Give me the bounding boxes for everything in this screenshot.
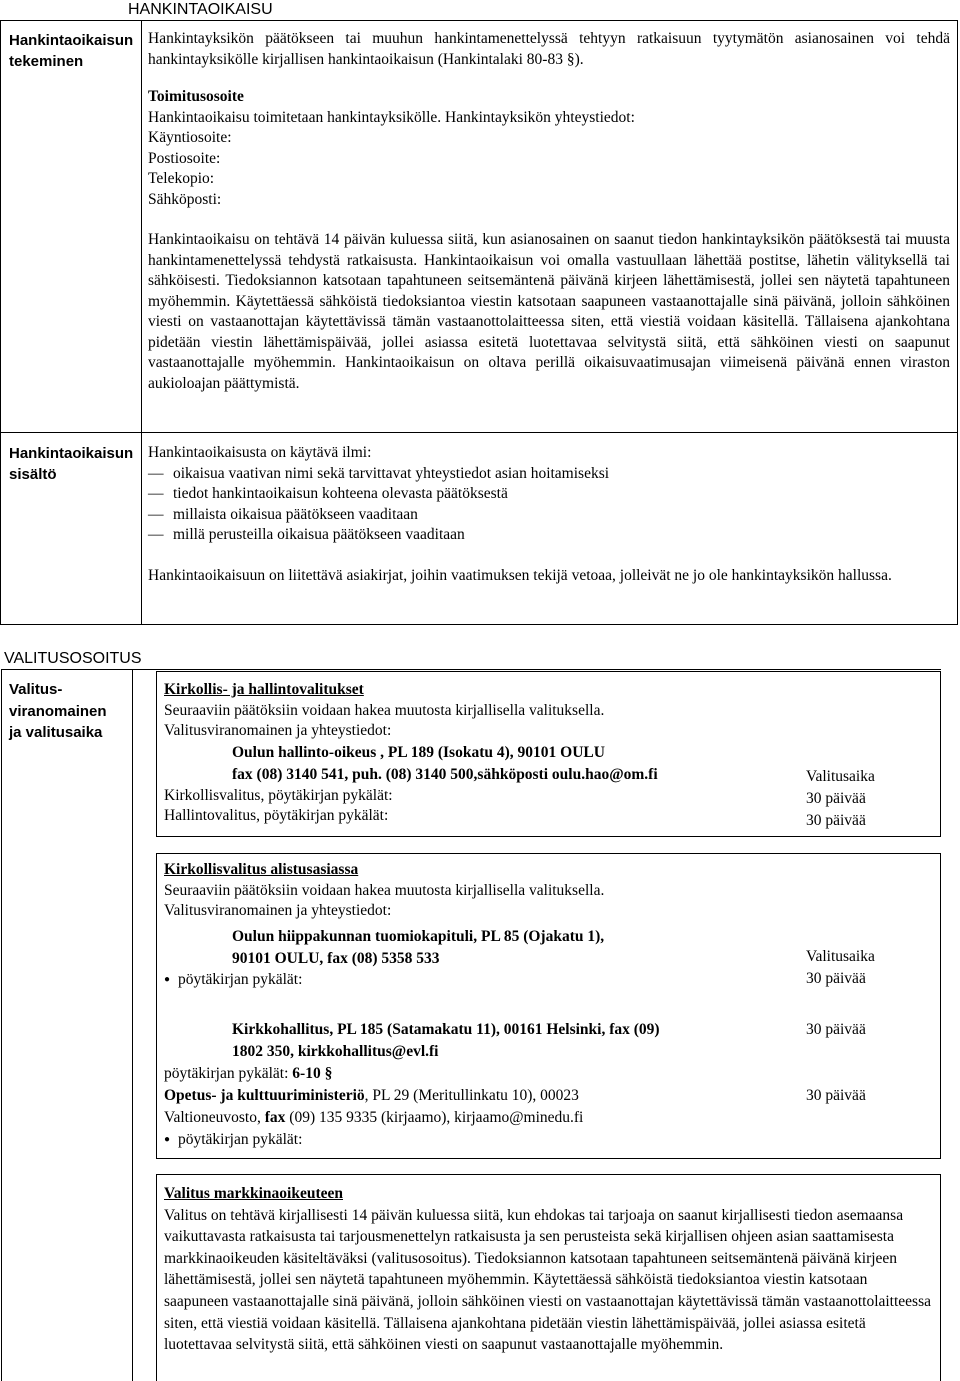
section1-time-header: Valitusaika (806, 768, 875, 785)
contact-label-sahkoposti: Sähköposti: (148, 190, 222, 208)
hankintaoikaisu-intro: Hankintayksikön päätökseen tai muuhun hankintamenettelyssä tehtyyn ratkaisuun tyytymätön asianosainen voi tehdä hankintayksikölle kirjallisen hankintaoikaisun (Hankintalaki 80-83 §). (148, 30, 950, 68)
section2-border-left (156, 853, 157, 1159)
section1-authority-line2: fax (08) 3140 541, puh. (08) 3140 500,sähköposti oulu.hao@om.fi (232, 765, 658, 783)
table1-row-divider (0, 432, 958, 433)
hankintaoikaisu-deadline-text: Hankintaoikaisu on tehtävä 14 päivän kuluessa siitä, kun asianosainen on saanut tiedon hankintayksikön päätöksestä tai muusta hankintamenettelyssä tehdystä ratkaisusta. Hankintaoikaisun voi omalla vastuullaan lähettää postitse, lähetin välityksellä tai sähköisesti. Tiedoksiannon katsotaan tapahtuneen seitsemäntenä päivänä kirjeen lähettämisestä, jollei sen näytetä tapahtuneen myöhemmin. Käytettäessä sähköistä tiedoksiantoa viestin katsotaan saapuneen vastaanottajalle sinä päivänä, jolloin sähköinen viesti on vastaanottajan käytettävissä tämän vastaanottolaitteessa siten, että viestiä voidaan käsitellä. Tällaisena ajankohtana pidetään viestin lähettämispäivää, jollei asiassa esitetä luotettavaa selvitystä siitä, että sähköinen viesti on saapunut vastaanottajalle myöhemmin. Hankintaoikaisun on oltava perillä oikaisuvaatimusajan viimeisenä päivänä ennen viraston aukioloajan päättymistä. (148, 231, 950, 392)
valitus-label (9, 679, 129, 744)
section2-time-opetus: 30 päivää (806, 1087, 866, 1104)
section2-title: Kirkollisvalitus alistusasiassa (164, 861, 359, 878)
valitus-label-line: ja valitusaika (9, 724, 103, 741)
opetus-address: , PL 29 (Meritullinkatu 10), 00023 (364, 1087, 579, 1104)
sisalto-list-item: — oikaisua vaativan nimi sekä tarvittavat yhteystiedot asian hoitamiseksi (148, 464, 950, 485)
section2-authority-line2: 90101 OULU, fax (08) 5358 533 (232, 949, 440, 967)
section2-line2: Valitusviranomainen ja yhteystiedot: (164, 902, 392, 919)
hankintaoikaisu-heading: HANKINTAOIKAISU (128, 1, 273, 18)
section3-content (164, 1183, 934, 1356)
section2-bullet-row: ● pöytäkirjan pykälät: (164, 970, 934, 991)
section1-line2: Valitusviranomainen ja yhteystiedot: (164, 722, 392, 739)
section2-paragraphs-row (164, 1063, 934, 1085)
toimitusosoite-heading: Toimitusosoite (148, 88, 244, 105)
section1-time-column (806, 766, 926, 832)
sisalto-list-item: — tiedot hankintaoikaisun kohteena olevasta päätöksestä (148, 484, 950, 505)
opetus-ministry: Opetus- ja kulttuuriministeriö (164, 1087, 365, 1104)
valitus-label-line: Valitus- (9, 681, 63, 698)
valtioneuvosto-contact: (09) 135 9335 (kirjaamo), kirjaamo@minedu.fi (285, 1109, 584, 1126)
sisalto-list-item: — millä perusteilla oikaisua päätökseen vaaditaan (148, 525, 950, 546)
toimitusosoite-text: Hankintaoikaisu toimitetaan hankintayksikölle. Hankintayksikön yhteystiedot: (148, 108, 635, 126)
section1-row-hallintovalitus: Hallintovalitus, pöytäkirjan pykälät: (164, 807, 389, 824)
section2-time-kirkkohallitus: 30 päivää (806, 1021, 866, 1038)
section2-time-header: Valitusaika (806, 948, 875, 965)
section1-line1: Seuraaviin päätöksiin voidaan hakea muutosta kirjallisella valituksella. (164, 701, 605, 719)
section3-border-right (940, 1174, 941, 1381)
valtioneuvosto-fax-label: fax (264, 1109, 286, 1126)
contact-label-kayntiosoite: Käyntiosoite: (148, 129, 232, 146)
row2-content (148, 443, 950, 586)
section2-paragraphs-label: pöytäkirjan pykälät: (164, 1065, 289, 1082)
sisalto-intro: Hankintaoikaisusta on käytävä ilmi: (148, 444, 372, 461)
section1-border-right (940, 671, 941, 837)
section1-time-value: 30 päivää (806, 790, 866, 807)
section1-border-top (156, 671, 941, 672)
table1-bottom-border (0, 624, 958, 625)
label-box-top (1, 669, 941, 670)
valitusosoitus-heading: VALITUSOSOITUS (4, 650, 142, 667)
table1-right-border (957, 20, 958, 624)
section2-time-value: 30 päivää (806, 970, 866, 987)
section2-time-column-1 (806, 946, 926, 990)
label-box-left (1, 669, 2, 1381)
section2-bullet-row-2: ● pöytäkirjan pykälät: (164, 1129, 934, 1151)
label-box-right (132, 669, 133, 1381)
section1-row-kirkollisvalitus: Kirkollisvalitus, pöytäkirjan pykälät: (164, 786, 393, 804)
row1-content (148, 29, 950, 394)
section3-title: Valitus markkinaoikeuteen (164, 1185, 343, 1202)
section1-border-left (156, 671, 157, 837)
section2-line1: Seuraaviin päätöksiin voidaan hakea muutosta kirjallisella valituksella. (164, 881, 605, 899)
section2-border-right (940, 853, 941, 1159)
section3-border-top (156, 1174, 941, 1175)
sisalto-list-item: — millaista oikaisua päätökseen vaaditaan (148, 505, 950, 526)
valitus-label-line: viranomainen (9, 702, 107, 720)
section1-title: Kirkollis- ja hallintovalitukset (164, 681, 364, 698)
section1-time-value: 30 päivää (806, 812, 866, 829)
valtioneuvosto-label: Valtioneuvosto, (164, 1109, 265, 1126)
table1-left-border (0, 20, 1, 624)
valtioneuvosto-row (164, 1107, 934, 1129)
row-label-hankintaoikaisun-sisalto: Hankintaoikaisun sisältö (9, 445, 134, 483)
table1-top-border (0, 20, 958, 21)
kirkkohallitus-line1: Kirkkohallitus, PL 185 (Satamakatu 11), 00161 Helsinki, fax (09) (232, 1021, 660, 1038)
section1-authority-line1: Oulun hallinto-oikeus , PL 189 (Isokatu 4), 90101 OULU (232, 743, 605, 761)
section1-border-bottom (156, 836, 941, 837)
kirkkohallitus-line2: 1802 350, kirkkohallitus@evl.fi (232, 1043, 439, 1060)
table1-col-divider (141, 20, 142, 624)
section3-text: Valitus on tehtävä kirjallisesti 14 päivän kuluessa siitä, kun ehdokas tai tarjoaja on saanut kirjallisesti tiedon asemaansa vaikuttavasta ratkaisusta tai tarjousmenettelyn ratkaisusta ja sen perusteista sekä kirjallisen ohjeen asian saattamisesta markkinaoikeuden käsiteltäväksi (valitusosoitus). Tiedoksiannon katsotaan tapahtuneen seitsemäntenä päivänä kirjeen lähettämisestä, jollei sen näytetä tapahtuneen myöhemmin. Käytettäessä sähköistä tiedoksiantoa viestin katsotaan saapuneen vastaanottajalle sinä päivänä, jolloin sähköinen viesti on vastaanottajan käytettävissä tämän vastaanottolaitteessa siten, että viestiä voidaan käsitellä. Tällaisena ajankohtana pidetään viestin lähettämispäivää, jollei asiassa esitetä luotettavaa selvitystä siitä, että sähköinen viesti on saapunut vastaanottajalle myöhemmin. (164, 1206, 932, 1354)
section2-border-top (156, 853, 941, 854)
section2-paragraphs-value: 6-10 § (292, 1065, 333, 1082)
sisalto-attachments: Hankintaoikaisuun on liitettävä asiakirjat, joihin vaatimuksen tekijä vetoaa, jolleivät ne jo ole hankintayksikön hallussa. (148, 566, 892, 584)
section3-border-left (156, 1174, 157, 1381)
section2-authority-line1: Oulun hiippakunnan tuomiokapituli, PL 85 (Ojakatu 1), (232, 927, 605, 945)
section2-border-bottom (156, 1158, 941, 1159)
contact-label-telekopio: Telekopio: (148, 170, 215, 187)
row-label-hankintaoikaisun-tekeminen: Hankintaoikaisun tekeminen (9, 32, 134, 70)
contact-label-postiosoite: Postiosoite: (148, 149, 221, 167)
